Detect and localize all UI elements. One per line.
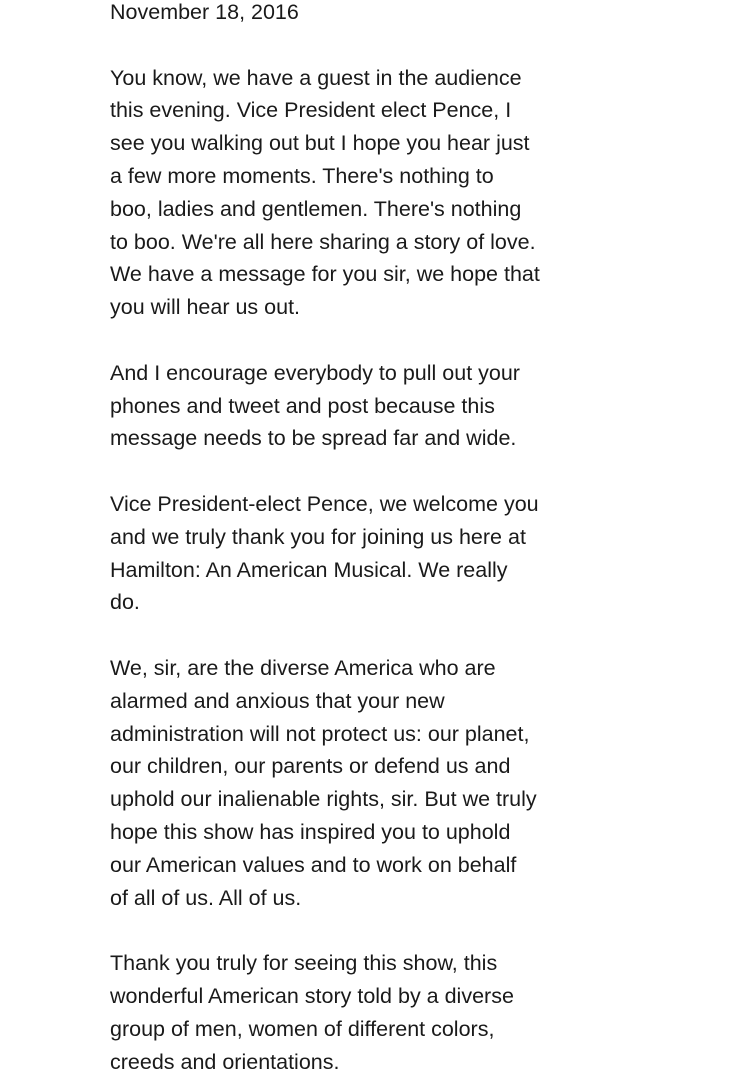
- paragraph-line: a few more moments. There's nothing to: [110, 163, 494, 188]
- paragraph-line: phones and tweet and post because this: [110, 393, 495, 418]
- paragraph-4: [110, 652, 590, 914]
- paragraph-line: you will hear us out.: [110, 295, 301, 320]
- paragraph-line: We have a message for you sir, we hope that: [110, 262, 540, 287]
- paragraph-line: do.: [110, 590, 140, 615]
- paragraph-line: creeds and orientations.: [110, 1049, 340, 1074]
- paragraph-line: And I encourage everybody to pull out your: [110, 360, 520, 385]
- note-date: November 18, 2016: [110, 0, 299, 24]
- paragraph-gap: [110, 619, 590, 652]
- paragraph-line: wonderful American story told by a diverse: [110, 983, 514, 1008]
- paragraph-line: You know, we have a guest in the audience: [110, 65, 522, 90]
- paragraph-gap: [110, 914, 590, 947]
- paragraph-line: message needs to be spread far and wide.: [110, 426, 517, 451]
- paragraph-line: Thank you truly for seeing this show, this: [110, 951, 498, 976]
- paragraph-line: administration will not protect us: our planet,: [110, 721, 530, 746]
- paragraph-gap: [110, 29, 590, 62]
- paragraph-gap: [110, 455, 590, 488]
- paragraph-gap: [110, 324, 590, 357]
- paragraph-5: [110, 947, 590, 1078]
- paragraph-2: [110, 357, 590, 455]
- paragraph-line: group of men, women of different colors,: [110, 1016, 495, 1041]
- paragraph-line: to boo. We're all here sharing a story of love.: [110, 229, 536, 254]
- paragraph-1: [110, 62, 590, 324]
- paragraph-line: see you walking out but I hope you hear just: [110, 131, 530, 156]
- note-body: [110, 0, 590, 1078]
- paragraph-line: our American values and to work on behalf: [110, 852, 517, 877]
- paragraph-line: Hamilton: An American Musical. We really: [110, 557, 508, 582]
- paragraph-line: and we truly thank you for joining us here at: [110, 524, 526, 549]
- paragraph-line: of all of us. All of us.: [110, 885, 302, 910]
- paragraph-line: Vice President-elect Pence, we welcome you: [110, 491, 539, 516]
- paragraph-line: our children, our parents or defend us and: [110, 754, 511, 779]
- paragraph-line: hope this show has inspired you to uphold: [110, 819, 511, 844]
- paragraph-line: uphold our inalienable rights, sir. But we truly: [110, 787, 537, 812]
- paragraph-3: [110, 488, 590, 619]
- paragraph-line: alarmed and anxious that your new: [110, 688, 445, 713]
- paragraph-line: this evening. Vice President elect Pence, I: [110, 98, 512, 123]
- paragraph-line: boo, ladies and gentlemen. There's nothing: [110, 196, 522, 221]
- paragraph-line: We, sir, are the diverse America who are: [110, 655, 496, 680]
